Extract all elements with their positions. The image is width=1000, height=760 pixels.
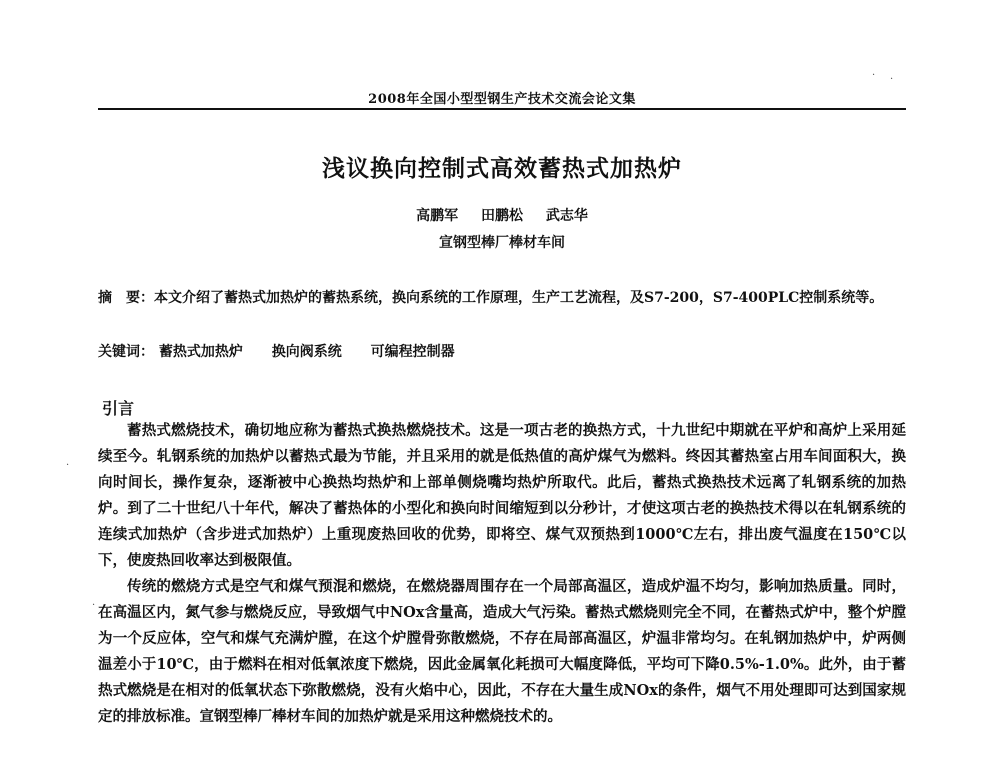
- body-paragraph: 蓄热式燃烧技术，确切地应称为蓄热式换热燃烧技术。这是一项古老的换热方式，十九世纪中期就在平炉和高炉上采用延续至今。轧钢系统的加热炉以蓄热式最为节能，并且采用的就是低热值的高炉煤气为燃料。终因其蓄热室占用车间面积大，换向时间长，操作复杂，逐渐被中心换热均热炉和上部单侧烧嘴均热炉所取代。此后，蓄热式换热技术远离了轧钢系统的加热炉。到了二十世纪八十年代，解决了蓄热体的小型化和换向时间缩短到以分秒计，才使这项古老的换热技术得以在轧钢系统的连续式加热炉（含步进式加热炉）上重现废热回收的优势，即将空、煤气双预热到1000℃左右，排出废气温度在150℃以下，使废热回收率达到极限值。: [98, 422, 906, 569]
- section-body: [98, 418, 906, 730]
- author-name: 高鹏军: [416, 208, 459, 224]
- abstract-label: 摘 要：: [98, 290, 154, 306]
- body-paragraph: 传统的燃烧方式是空气和煤气预混和燃烧，在燃烧器周围存在一个局部高温区，造成炉温不均匀，影响加热质量。同时，在高温区内，氮气参与燃烧反应，导致烟气中NOx含量高，造成大气污染。蓄热式燃烧则完全不同，在蓄热式炉中，整个炉膛为一个反应体，空气和煤气充满炉膛，在这个炉膛骨弥散燃烧，不存在局部高温区，炉温非常均匀。在轧钢加热炉中，炉两侧温差小于10℃，由于燃料在相对低氧浓度下燃烧，因此金属氧化耗损可大幅度降低，平均可下降0.5%-1.0%。此外，由于蓄热式燃烧是在相对的低氧状态下弥散燃烧，没有火焰中心，因此，不存在大量生成NOx的条件，烟气不用处理即可达到国家规定的排放标准。宣钢型棒厂棒材车间的加热炉就是采用这种燃烧技术的。: [98, 578, 906, 725]
- affiliation: 宣钢型棒厂棒材车间: [439, 235, 565, 251]
- keywords-label: 关键词：: [98, 344, 154, 360]
- keywords: [98, 341, 906, 361]
- running-header: 2008年全国小型型钢生产技术交流会论文集: [368, 92, 636, 107]
- section-heading: 引言: [102, 399, 135, 418]
- keyword: 蓄热式加热炉: [158, 344, 243, 360]
- paper-title: 浅议换向控制式高效蓄热式加热炉: [322, 155, 682, 182]
- author-name: 田鹏松: [481, 208, 523, 224]
- author-list: [98, 205, 906, 225]
- scan-speck: ·: [66, 460, 70, 471]
- keyword: 换向阀系统: [271, 344, 342, 360]
- scan-speck: ·: [92, 600, 96, 611]
- abstract: [98, 286, 906, 311]
- keyword: 可编程控制器: [370, 344, 455, 360]
- abstract-text: 本文介绍了蓄热式加热炉的蓄热系统，换向系统的工作原理，生产工艺流程，及S7-200，S7-400PLC控制系统等。: [154, 290, 884, 306]
- author-name: 武志华: [545, 208, 588, 224]
- scan-speck: ·: [872, 70, 876, 81]
- header-rule: [98, 108, 906, 110]
- scan-speck: ·: [890, 74, 894, 85]
